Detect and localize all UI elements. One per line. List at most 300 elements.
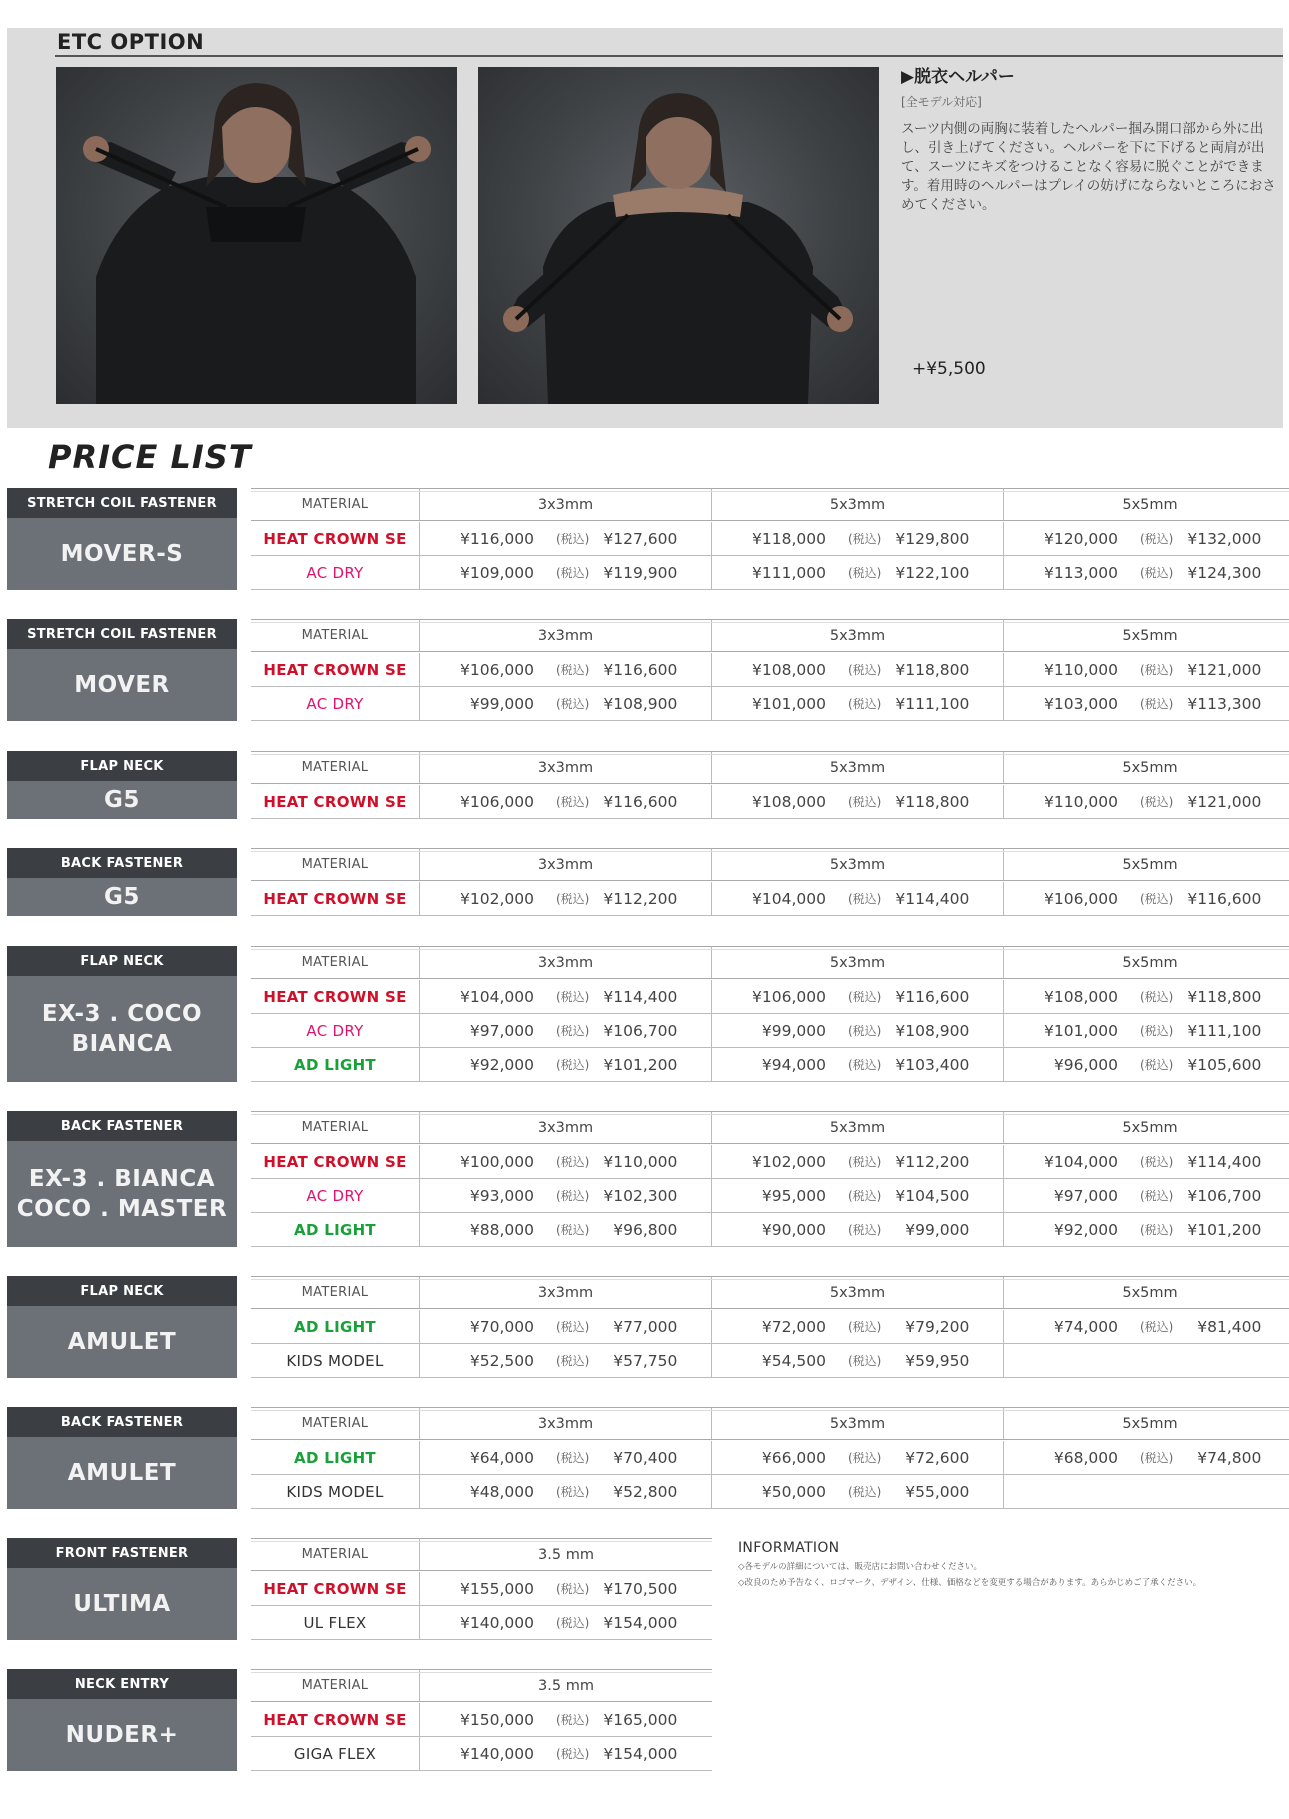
tax-label: (税込) (556, 697, 590, 711)
tax-label: (税込) (848, 1155, 882, 1169)
price-cell (712, 1014, 1004, 1047)
tax-label: (税込) (556, 566, 590, 580)
base-price: ¥108,000 (1044, 987, 1118, 1006)
size-header: 5x3mm (712, 489, 1004, 520)
table-header-row (251, 1276, 1289, 1309)
base-price: ¥120,000 (1044, 529, 1118, 548)
size-header: 5x3mm (712, 752, 1004, 783)
tax-included-price: ¥102,300 (603, 1186, 678, 1205)
base-price: ¥106,000 (752, 987, 826, 1006)
price-cell (420, 980, 712, 1013)
base-price: ¥66,000 (761, 1448, 826, 1467)
material-header: MATERIAL (251, 947, 420, 978)
base-price: ¥88,000 (469, 1220, 534, 1239)
size-header: 5x3mm (712, 1277, 1004, 1308)
tax-included-price: ¥113,300 (1187, 694, 1262, 713)
material-header: MATERIAL (251, 1408, 420, 1439)
price-cell (1004, 687, 1289, 720)
price-cell (420, 1737, 712, 1770)
tax-included-price: ¥72,600 (905, 1448, 970, 1467)
tax-label: (税込) (848, 532, 882, 546)
base-price: ¥50,000 (761, 1482, 826, 1501)
tax-included-price: ¥99,000 (905, 1220, 970, 1239)
price-block (7, 1111, 1283, 1247)
tax-included-price: ¥170,500 (603, 1579, 678, 1598)
base-price: ¥106,000 (460, 792, 534, 811)
table-header-row (251, 619, 1289, 652)
etc-option-section (7, 28, 1283, 428)
base-price: ¥64,000 (469, 1448, 534, 1467)
base-price: ¥94,000 (761, 1055, 826, 1074)
tax-label: (税込) (848, 1354, 882, 1368)
model-type: FRONT FASTENER (7, 1538, 237, 1568)
price-block (7, 1407, 1283, 1509)
tax-label: (税込) (1140, 990, 1174, 1004)
tax-label: (税込) (1140, 795, 1174, 809)
size-header: 3x3mm (420, 947, 712, 978)
price-cell (1004, 1014, 1289, 1047)
tax-included-price: ¥52,800 (613, 1482, 678, 1501)
tax-label: (税込) (848, 892, 882, 906)
tax-included-price: ¥110,000 (603, 1152, 678, 1171)
material-name: AC DRY (251, 1014, 420, 1047)
model-name: G5 (7, 781, 237, 819)
size-header: 5x5mm (1122, 954, 1178, 971)
tax-label: (税込) (556, 1223, 590, 1237)
tax-label: (税込) (556, 532, 590, 546)
tax-label: (税込) (848, 1189, 882, 1203)
tax-included-price: ¥96,800 (613, 1220, 678, 1239)
tax-label: (税込) (1140, 697, 1174, 711)
tax-included-price: ¥101,200 (603, 1055, 678, 1074)
material-name: KIDS MODEL (251, 1344, 420, 1377)
helper-desc-text: スーツ内側の両胸に装着したヘルパー掴み開口部から外に出し、引き上げてください。ヘルパーを下に下げると両肩が出て、スーツにキズをつけることなく容易に脱ぐことができます。着用時のヘルパーはプレイの妨げにならないところにおさめてください。 (901, 121, 1276, 213)
tax-label: (税込) (848, 990, 882, 1004)
tax-included-price: ¥103,400 (895, 1055, 970, 1074)
price-block (7, 488, 1283, 590)
material-name: AD LIGHT (251, 1048, 420, 1081)
price-cell (420, 1441, 712, 1474)
base-price: ¥52,500 (469, 1351, 534, 1370)
price-cell (1004, 1213, 1289, 1246)
information-line: ◇改良のため予告なく、ロゴマーク、デザイン、仕様、価格などを変更する場合があります。あらかじめご了承ください。 (738, 1578, 1202, 1588)
tax-included-price: ¥59,950 (905, 1351, 970, 1370)
base-price: ¥104,000 (1044, 1152, 1118, 1171)
tax-included-price: ¥129,800 (895, 529, 970, 548)
tax-label: (税込) (848, 1223, 882, 1237)
model-name: AMULET (7, 1437, 237, 1509)
information-line: ◇各モデルの詳細については、販売店にお問い合わせください。 (738, 1562, 982, 1572)
etc-option-divider (55, 55, 1283, 57)
table-header-row (251, 751, 1289, 784)
material-name: HEAT CROWN SE (251, 1703, 420, 1736)
material-name: UL FLEX (251, 1606, 420, 1639)
material-name: HEAT CROWN SE (251, 653, 420, 686)
base-price: ¥111,000 (752, 563, 826, 582)
table-row (251, 1310, 1289, 1344)
tax-label: (税込) (556, 1354, 590, 1368)
price-cell (420, 1014, 712, 1047)
price-list-title: PRICE LIST (48, 438, 252, 476)
price-cell (712, 882, 1004, 915)
model-name: EX-3 . BIANCA COCO . MASTER (7, 1141, 237, 1247)
size-header: 5x3mm (712, 620, 1004, 651)
tax-included-price: ¥108,900 (895, 1021, 970, 1040)
tax-label: (税込) (848, 1024, 882, 1038)
tax-included-price: ¥112,200 (895, 1152, 970, 1171)
model-type: FLAP NECK (7, 751, 237, 781)
base-price: ¥110,000 (1044, 792, 1118, 811)
base-price: ¥109,000 (460, 563, 534, 582)
wetsuit-model-shoulders-out-image (478, 67, 879, 404)
tax-included-price: ¥132,000 (1187, 529, 1262, 548)
table-row (251, 687, 1289, 721)
material-header: MATERIAL (251, 1539, 420, 1570)
base-price: ¥99,000 (761, 1021, 826, 1040)
price-cell (712, 522, 1004, 555)
size-header: 3x3mm (420, 1277, 712, 1308)
tax-included-price: ¥127,600 (603, 529, 678, 548)
base-price: ¥92,000 (1053, 1220, 1118, 1239)
base-price: ¥116,000 (460, 529, 534, 548)
tax-included-price: ¥114,400 (1187, 1152, 1262, 1171)
model-type: BACK FASTENER (7, 1111, 237, 1141)
tax-included-price: ¥154,000 (603, 1613, 678, 1632)
tax-included-price: ¥122,100 (895, 563, 970, 582)
table-row (251, 1475, 1289, 1509)
price-cell (712, 1344, 1004, 1377)
price-cell (420, 1048, 712, 1081)
tax-included-price: ¥118,800 (895, 792, 970, 811)
size-header: 3.5 mm (538, 1546, 594, 1563)
etc-option-title: ETC OPTION (57, 30, 205, 54)
tax-included-price: ¥121,000 (1187, 660, 1262, 679)
price-cell (420, 1310, 712, 1343)
tax-label: (税込) (556, 1320, 590, 1334)
table-row (251, 556, 1289, 590)
material-name: AD LIGHT (251, 1441, 420, 1474)
base-price: ¥106,000 (460, 660, 534, 679)
price-block (7, 751, 1283, 819)
tax-label: (税込) (556, 795, 590, 809)
price-cell (1004, 1441, 1289, 1474)
table-row (251, 1572, 712, 1606)
price-cell (1004, 1310, 1289, 1343)
price-block (7, 946, 1283, 1082)
base-price: ¥74,000 (1053, 1317, 1118, 1336)
table-header-row (251, 1407, 1289, 1440)
price-cell (420, 1606, 712, 1639)
material-name: AD LIGHT (251, 1310, 420, 1343)
base-price: ¥90,000 (761, 1220, 826, 1239)
model-name: NUDER+ (7, 1699, 237, 1771)
base-price: ¥101,000 (752, 694, 826, 713)
model-label (7, 1407, 237, 1509)
information-box (738, 1540, 1278, 1588)
tax-included-price: ¥108,900 (603, 694, 678, 713)
base-price: ¥113,000 (1044, 563, 1118, 582)
material-name: AD LIGHT (251, 1213, 420, 1246)
tax-label: (税込) (1140, 892, 1174, 906)
price-cell (420, 1179, 712, 1212)
size-header: 3x3mm (420, 620, 712, 651)
tax-included-price: ¥105,600 (1187, 1055, 1262, 1074)
tax-included-price: ¥116,600 (895, 987, 970, 1006)
size-header: 3x3mm (420, 489, 712, 520)
material-header: MATERIAL (251, 1112, 420, 1143)
helper-price: +¥5,500 (912, 359, 986, 379)
tax-label: (税込) (1140, 1451, 1174, 1465)
base-price: ¥118,000 (752, 529, 826, 548)
tax-label: (税込) (556, 1189, 590, 1203)
price-cell (420, 653, 712, 686)
tax-included-price: ¥111,100 (895, 694, 970, 713)
tax-included-price: ¥118,800 (1187, 987, 1262, 1006)
tax-included-price: ¥106,700 (603, 1021, 678, 1040)
base-price: ¥150,000 (460, 1710, 534, 1729)
base-price: ¥140,000 (460, 1744, 534, 1763)
base-price: ¥104,000 (460, 987, 534, 1006)
tax-included-price: ¥119,900 (603, 563, 678, 582)
empty-cell (1004, 1475, 1289, 1508)
price-cell (1004, 882, 1289, 915)
price-cell (1004, 785, 1289, 818)
information-title: INFORMATION (738, 1540, 840, 1556)
price-block (7, 619, 1283, 721)
material-header: MATERIAL (251, 752, 420, 783)
model-type: BACK FASTENER (7, 1407, 237, 1437)
tax-included-price: ¥116,600 (1187, 889, 1262, 908)
price-cell (420, 1344, 712, 1377)
size-header: 5x5mm (1122, 856, 1178, 873)
material-header: MATERIAL (251, 1277, 420, 1308)
model-name: MOVER-S (7, 518, 237, 590)
base-price: ¥54,500 (761, 1351, 826, 1370)
model-label (7, 848, 237, 916)
wetsuit-model-arms-raised-image (56, 67, 457, 404)
price-cell (420, 1213, 712, 1246)
size-header: 5x3mm (712, 1112, 1004, 1143)
table-header-row (251, 1669, 712, 1702)
table-row (251, 1737, 712, 1771)
base-price: ¥140,000 (460, 1613, 534, 1632)
model-name: MOVER (7, 649, 237, 721)
material-name: HEAT CROWN SE (251, 522, 420, 555)
price-cell (1004, 1048, 1289, 1081)
tax-included-price: ¥101,200 (1187, 1220, 1262, 1239)
tax-included-price: ¥55,000 (905, 1482, 970, 1501)
price-cell (712, 1145, 1004, 1178)
table-row (251, 522, 1289, 556)
tax-label: (税込) (1140, 1320, 1174, 1334)
price-cell (420, 556, 712, 589)
table-row (251, 1179, 1289, 1213)
price-cell (420, 882, 712, 915)
size-header: 5x5mm (1122, 1415, 1178, 1432)
model-name: G5 (7, 878, 237, 916)
tax-label: (税込) (556, 1713, 590, 1727)
base-price: ¥103,000 (1044, 694, 1118, 713)
tax-included-price: ¥124,300 (1187, 563, 1262, 582)
base-price: ¥72,000 (761, 1317, 826, 1336)
table-header-row (251, 946, 1289, 979)
tax-included-price: ¥118,800 (895, 660, 970, 679)
size-header: 3x3mm (420, 849, 712, 880)
model-type: BACK FASTENER (7, 848, 237, 878)
helper-photo-2 (478, 67, 879, 404)
table-header-row (251, 488, 1289, 521)
helper-description (901, 62, 1281, 215)
table-header-row (251, 1538, 712, 1571)
table-row (251, 1014, 1289, 1048)
price-cell (1004, 1145, 1289, 1178)
price-cell (1004, 522, 1289, 555)
tax-included-price: ¥114,400 (603, 987, 678, 1006)
base-price: ¥48,000 (469, 1482, 534, 1501)
tax-label: (税込) (556, 1155, 590, 1169)
tax-label: (税込) (848, 1451, 882, 1465)
base-price: ¥101,000 (1044, 1021, 1118, 1040)
model-label (7, 946, 237, 1082)
table-row (251, 1441, 1289, 1475)
size-header: 3x3mm (420, 1408, 712, 1439)
tax-label: (税込) (848, 1058, 882, 1072)
model-label (7, 619, 237, 721)
material-header: MATERIAL (251, 489, 420, 520)
size-header: 3x3mm (420, 1112, 712, 1143)
tax-included-price: ¥116,600 (603, 792, 678, 811)
size-header: 5x5mm (1122, 1284, 1178, 1301)
table-row (251, 1213, 1289, 1247)
tax-label: (税込) (848, 795, 882, 809)
material-name: KIDS MODEL (251, 1475, 420, 1508)
price-cell (712, 785, 1004, 818)
tax-included-price: ¥121,000 (1187, 792, 1262, 811)
price-cell (712, 653, 1004, 686)
price-cell (420, 1703, 712, 1736)
table-row (251, 653, 1289, 687)
table-header-row (251, 1111, 1289, 1144)
base-price: ¥99,000 (469, 694, 534, 713)
model-name: AMULET (7, 1306, 237, 1378)
tax-label: (税込) (1140, 1155, 1174, 1169)
price-cell (420, 785, 712, 818)
price-cell (420, 1572, 712, 1605)
size-header: 5x5mm (1122, 759, 1178, 776)
price-block (7, 848, 1283, 916)
tax-included-price: ¥81,400 (1197, 1317, 1262, 1336)
price-block (7, 1276, 1283, 1378)
tax-included-price: ¥74,800 (1197, 1448, 1262, 1467)
model-label (7, 488, 237, 590)
model-type: FLAP NECK (7, 946, 237, 976)
helper-title: ▶脱衣ヘルパー (901, 67, 1015, 87)
tax-included-price: ¥112,200 (603, 889, 678, 908)
base-price: ¥108,000 (752, 792, 826, 811)
base-price: ¥110,000 (1044, 660, 1118, 679)
model-label (7, 1111, 237, 1247)
base-price: ¥93,000 (469, 1186, 534, 1205)
tax-label: (税込) (848, 697, 882, 711)
base-price: ¥97,000 (469, 1021, 534, 1040)
price-cell (712, 1475, 1004, 1508)
table-row (251, 785, 1289, 819)
base-price: ¥102,000 (460, 889, 534, 908)
tax-label: (税込) (1140, 566, 1174, 580)
base-price: ¥96,000 (1053, 1055, 1118, 1074)
table-row (251, 882, 1289, 916)
base-price: ¥92,000 (469, 1055, 534, 1074)
base-price: ¥104,000 (752, 889, 826, 908)
base-price: ¥102,000 (752, 1152, 826, 1171)
helper-photo-1 (56, 67, 457, 404)
material-name: AC DRY (251, 687, 420, 720)
size-header: 5x5mm (1122, 627, 1178, 644)
tax-label: (税込) (556, 1485, 590, 1499)
model-name: ULTIMA (7, 1568, 237, 1640)
empty-cell (1004, 1344, 1289, 1377)
tax-included-price: ¥70,400 (613, 1448, 678, 1467)
price-cell (712, 687, 1004, 720)
size-header: 3.5 mm (538, 1677, 594, 1694)
tax-label: (税込) (556, 990, 590, 1004)
tax-label: (税込) (848, 1485, 882, 1499)
tax-included-price: ¥79,200 (905, 1317, 970, 1336)
table-header-row (251, 848, 1289, 881)
material-name: HEAT CROWN SE (251, 1145, 420, 1178)
tax-label: (税込) (556, 1451, 590, 1465)
base-price: ¥100,000 (460, 1152, 534, 1171)
price-cell (712, 1179, 1004, 1212)
tax-included-price: ¥165,000 (603, 1710, 678, 1729)
table-row (251, 980, 1289, 1014)
material-name: AC DRY (251, 1179, 420, 1212)
price-cell (712, 556, 1004, 589)
table-row (251, 1606, 712, 1640)
price-cell (420, 1475, 712, 1508)
material-name: HEAT CROWN SE (251, 1572, 420, 1605)
model-label (7, 1276, 237, 1378)
table-row (251, 1344, 1289, 1378)
price-cell (712, 980, 1004, 1013)
material-header: MATERIAL (251, 620, 420, 651)
tax-label: (税込) (1140, 663, 1174, 677)
material-name: HEAT CROWN SE (251, 882, 420, 915)
model-type: NECK ENTRY (7, 1669, 237, 1699)
tax-label: (税込) (848, 663, 882, 677)
price-cell (420, 1145, 712, 1178)
material-name: HEAT CROWN SE (251, 785, 420, 818)
tax-label: (税込) (848, 1320, 882, 1334)
tax-label: (税込) (1140, 1189, 1174, 1203)
base-price: ¥106,000 (1044, 889, 1118, 908)
model-type: STRETCH COIL FASTENER (7, 488, 237, 518)
price-cell (712, 1048, 1004, 1081)
tax-label: (税込) (1140, 1223, 1174, 1237)
price-cell (1004, 980, 1289, 1013)
model-label (7, 751, 237, 819)
tax-label: (税込) (556, 1582, 590, 1596)
material-name: HEAT CROWN SE (251, 980, 420, 1013)
size-header: 5x5mm (1122, 496, 1178, 513)
price-block (7, 1669, 1283, 1771)
model-type: FLAP NECK (7, 1276, 237, 1306)
price-cell (1004, 556, 1289, 589)
size-header: 5x3mm (712, 849, 1004, 880)
tax-included-price: ¥114,400 (895, 889, 970, 908)
table-row (251, 1048, 1289, 1082)
material-name: AC DRY (251, 556, 420, 589)
